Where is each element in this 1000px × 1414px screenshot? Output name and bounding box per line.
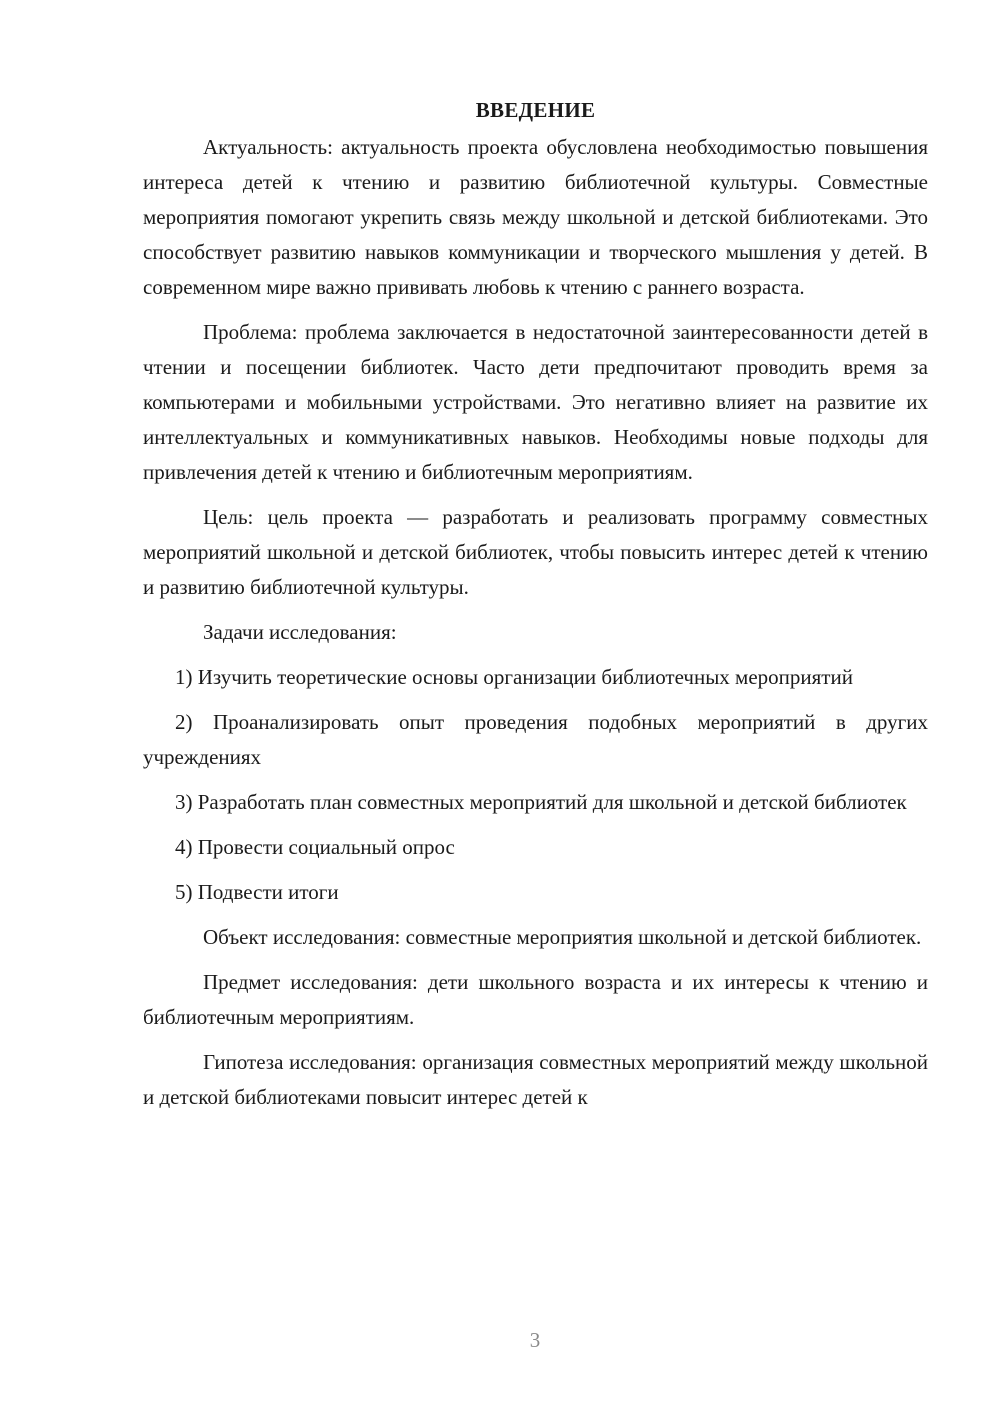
task-item: 5) Подвести итоги — [175, 880, 339, 904]
tasks-title: Задачи исследования: — [203, 620, 397, 644]
page-number: 3 — [529, 1328, 541, 1352]
task-item: 2) Проанализировать опыт проведения подобных мероприятий в других учреждениях — [143, 710, 928, 769]
goal-paragraph: Цель: цель проекта — разработать и реализовать программу совместных мероприятий школьной и детской библиотек, чтобы повысить интерес детей к чтению и развитию библиотечной культуры. — [143, 505, 928, 599]
task-item: 4) Провести социальный опрос — [175, 835, 455, 859]
subject-paragraph: Предмет исследования: дети школьного возраста и их интересы к чтению и библиотечным мероприятиям. — [143, 970, 928, 1029]
object-paragraph: Объект исследования: совместные мероприятия школьной и детской библиотек. — [203, 925, 922, 949]
relevance-paragraph: Актуальность: актуальность проекта обусловлена необходимостью повышения интереса детей к чтению и развитию библиотечной культуры. Совместные мероприятия помогают укрепить связь между школьной и детской библиотеками. Это способствует развитию навыков коммуникации и творческого мышления у детей. В современном мире важно прививать любовь к чтению с раннего возраста. — [143, 135, 928, 299]
task-item: 3) Разработать план совместных мероприятий для школьной и детской библиотек — [175, 790, 907, 814]
section-heading: ВВЕДЕНИЕ — [475, 98, 596, 122]
page-content — [143, 93, 928, 1115]
problem-paragraph: Проблема: проблема заключается в недостаточной заинтересованности детей в чтении и посещении библиотек. Часто дети предпочитают проводить время за компьютерами и мобильными устройствами. Это негативно влияет на развитие их интеллектуальных и коммуникативных навыков. Необходимы новые подходы для привлечения детей к чтению и библиотечным мероприятиям. — [143, 320, 928, 484]
task-item: 1) Изучить теоретические основы организации библиотечных мероприятий — [175, 665, 853, 689]
hypothesis-paragraph: Гипотеза исследования: организация совместных мероприятий между школьной и детской библиотеками повысит интерес детей к — [143, 1050, 928, 1109]
